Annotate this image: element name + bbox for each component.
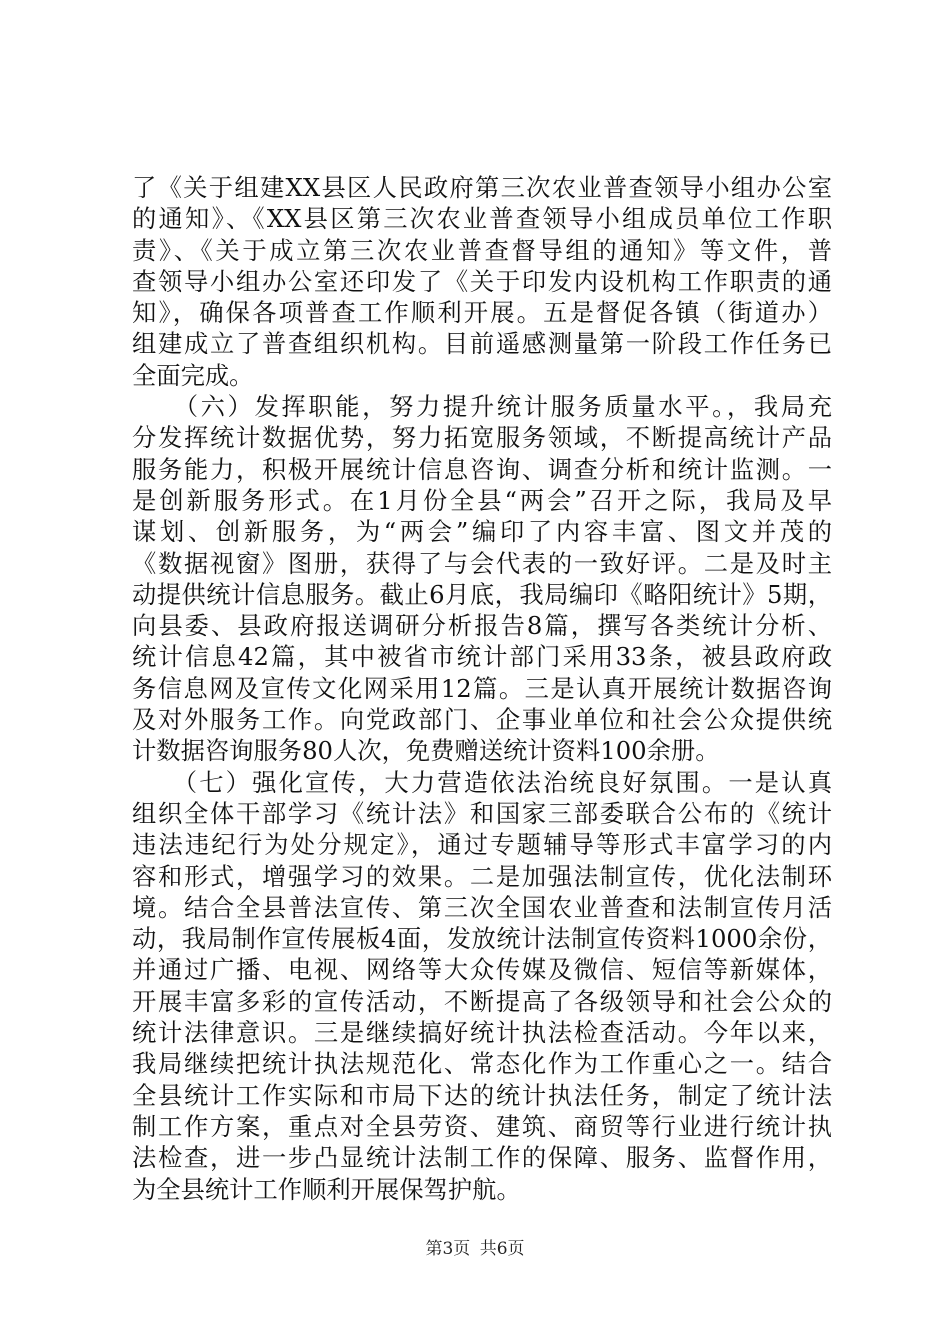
text-line: 并通过广播、电视、网络等大众传媒及微信、短信等新媒体， bbox=[132, 955, 832, 985]
text-line: 查领导小组办公室还印发了《关于印发内设机构工作职责的通 bbox=[132, 266, 832, 296]
text-line: 的通知》、《XX县区第三次农业普查领导小组成员单位工作职 bbox=[132, 204, 832, 234]
text-line: 组建成立了普查组织机构。目前遥感测量第一阶段工作任务已 bbox=[132, 329, 832, 359]
text-line: 责》、《关于成立第三次农业普查督导组的通知》等文件，普 bbox=[132, 235, 832, 265]
text-line: 全县统计工作实际和市局下达的统计执法任务，制定了统计法 bbox=[132, 1080, 832, 1110]
text-line: 我局继续把统计执法规范化、常态化作为工作重心之一。结合 bbox=[132, 1049, 832, 1079]
text-line: 《数据视窗》图册，获得了与会代表的一致好评。二是及时主 bbox=[132, 548, 832, 578]
text-line: 分发挥统计数据优势，努力拓宽服务领域，不断提高统计产品 bbox=[132, 423, 832, 453]
text-line: 统计信息42篇，其中被省市统计部门采用33条，被县政府政 bbox=[132, 642, 832, 672]
text-line: 容和形式，增强学习的效果。二是加强法制宣传，优化法制环 bbox=[132, 861, 832, 891]
text-line: 动提供统计信息服务。截止6月底，我局编印《略阳统计》5期， bbox=[132, 579, 832, 609]
text-line: 谋划、创新服务，为“两会”编印了内容丰富、图文并茂的 bbox=[132, 517, 832, 547]
text-line: （七）强化宣传，大力营造依法治统良好氛围。一是认真 bbox=[132, 767, 832, 797]
text-line: 违法违纪行为处分规定》，通过专题辅导等形式丰富学习的内 bbox=[132, 830, 832, 860]
text-line: 了《关于组建XX县区人民政府第三次农业普查领导小组办公室 bbox=[132, 173, 832, 202]
text-line: 统计法律意识。三是继续搞好统计执法检查活动。今年以来， bbox=[132, 1018, 832, 1048]
text-line: 法检查，进一步凸显统计法制工作的保障、服务、监督作用， bbox=[132, 1143, 832, 1173]
text-line: （六）发挥职能，努力提升统计服务质量水平。，我局充 bbox=[132, 392, 832, 422]
text-line: 知》，确保各项普查工作顺利开展。五是督促各镇（街道办） bbox=[132, 298, 832, 328]
text-line: 制工作方案，重点对全县劳资、建筑、商贸等行业进行统计执 bbox=[132, 1111, 832, 1141]
text-line: 务信息网及宣传文化网采用12篇。三是认真开展统计数据咨询 bbox=[132, 673, 832, 703]
text-line: 动，我局制作宣传展板4面，发放统计法制宣传资料1000余份， bbox=[132, 924, 832, 954]
text-line: 全面完成。 bbox=[132, 360, 254, 390]
page-total: 共6页 bbox=[479, 1239, 525, 1259]
text-line: 为全县统计工作顺利开展保驾护航。 bbox=[132, 1174, 521, 1204]
body-text bbox=[132, 172, 832, 1205]
text-line: 计数据咨询服务80人次，免费赠送统计资料100余册。 bbox=[132, 736, 720, 766]
text-line: 组织全体干部学习《统计法》和国家三部委联合公布的《统计 bbox=[132, 798, 832, 828]
text-line: 是创新服务形式。在1月份全县“两会”召开之际，我局及早 bbox=[132, 485, 832, 515]
page-footer bbox=[0, 1238, 950, 1260]
text-line: 境。结合全县普法宣传、第三次全国农业普查和法制宣传月活 bbox=[132, 892, 832, 922]
text-line: 向县委、县政府报送调研分析报告8篇，撰写各类统计分析、 bbox=[132, 611, 832, 641]
text-line: 开展丰富多彩的宣传活动，不断提高了各级领导和社会公众的 bbox=[132, 986, 832, 1016]
page-number: 第3页 bbox=[425, 1239, 471, 1259]
text-line: 及对外服务工作。向党政部门、企事业单位和社会公众提供统 bbox=[132, 705, 832, 735]
text-line: 服务能力，积极开展统计信息咨询、调查分析和统计监测。一 bbox=[132, 454, 832, 484]
